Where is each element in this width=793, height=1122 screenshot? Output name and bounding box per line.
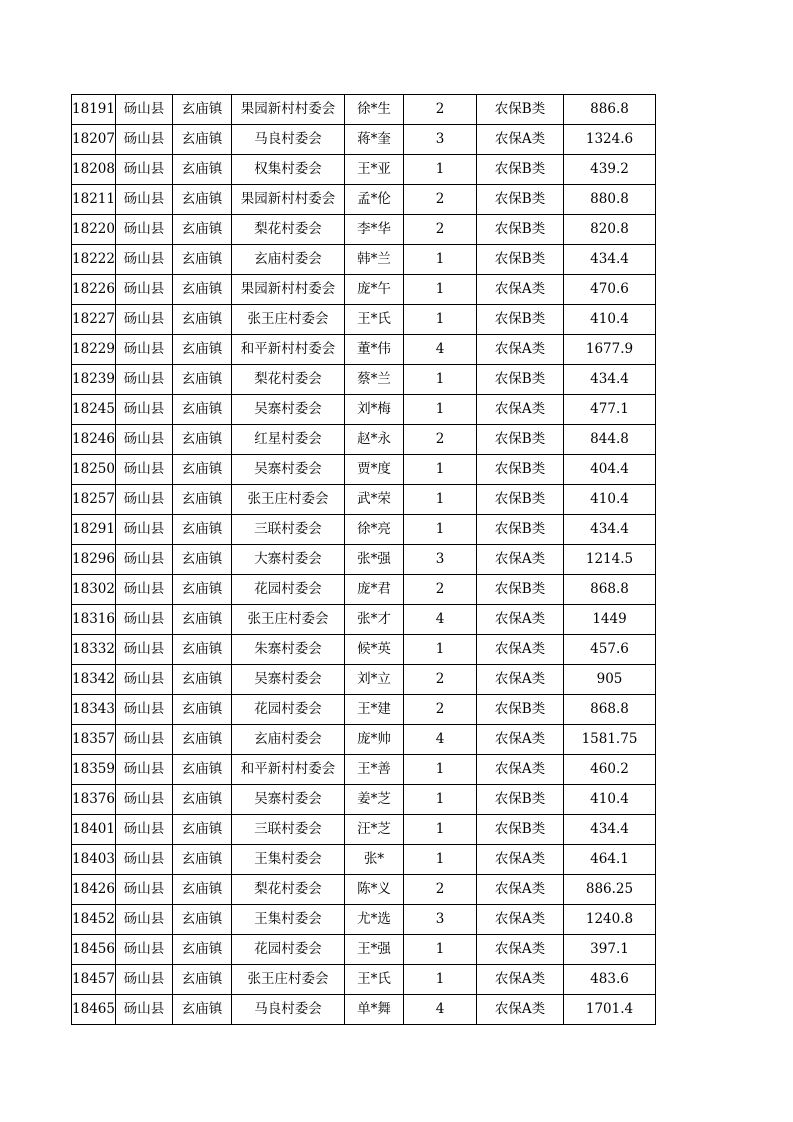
data-table (71, 94, 656, 1025)
village-committee-cell: 红星村委会 (232, 425, 345, 455)
amount-cell: 1449 (564, 605, 656, 635)
town-cell: 玄庙镇 (173, 305, 232, 335)
village-committee-cell: 三联村委会 (232, 815, 345, 845)
county-cell: 砀山县 (116, 335, 173, 365)
household-count-cell: 4 (404, 605, 477, 635)
amount-cell: 844.8 (564, 425, 656, 455)
record-id-cell: 18343 (72, 695, 116, 725)
amount-cell: 434.4 (564, 815, 656, 845)
village-committee-cell: 王集村委会 (232, 905, 345, 935)
household-count-cell: 1 (404, 935, 477, 965)
person-name-cell: 王*氏 (345, 305, 404, 335)
insurance-type-cell: 农保A类 (477, 935, 564, 965)
person-name-cell: 王*善 (345, 755, 404, 785)
table-row (72, 935, 656, 965)
record-id-cell: 18245 (72, 395, 116, 425)
person-name-cell: 姜*芝 (345, 785, 404, 815)
insurance-type-cell: 农保A类 (477, 875, 564, 905)
insurance-type-cell: 农保B类 (477, 365, 564, 395)
town-cell: 玄庙镇 (173, 575, 232, 605)
county-cell: 砀山县 (116, 95, 173, 125)
village-committee-cell: 花园村委会 (232, 575, 345, 605)
household-count-cell: 2 (404, 185, 477, 215)
amount-cell: 1677.9 (564, 335, 656, 365)
village-committee-cell: 梨花村委会 (232, 215, 345, 245)
household-count-cell: 1 (404, 275, 477, 305)
household-count-cell: 2 (404, 875, 477, 905)
person-name-cell: 董*伟 (345, 335, 404, 365)
table-row (72, 365, 656, 395)
table-row (72, 455, 656, 485)
insurance-type-cell: 农保B类 (477, 305, 564, 335)
person-name-cell: 汪*芝 (345, 815, 404, 845)
amount-cell: 1701.4 (564, 995, 656, 1025)
record-id-cell: 18239 (72, 365, 116, 395)
insurance-type-cell: 农保A类 (477, 755, 564, 785)
county-cell: 砀山县 (116, 605, 173, 635)
household-count-cell: 1 (404, 485, 477, 515)
amount-cell: 820.8 (564, 215, 656, 245)
amount-cell: 880.8 (564, 185, 656, 215)
town-cell: 玄庙镇 (173, 965, 232, 995)
town-cell: 玄庙镇 (173, 815, 232, 845)
town-cell: 玄庙镇 (173, 95, 232, 125)
village-committee-cell: 吴寨村委会 (232, 665, 345, 695)
table-row (72, 275, 656, 305)
town-cell: 玄庙镇 (173, 485, 232, 515)
county-cell: 砀山县 (116, 575, 173, 605)
table-row (72, 575, 656, 605)
household-count-cell: 4 (404, 725, 477, 755)
household-count-cell: 1 (404, 785, 477, 815)
insurance-type-cell: 农保A类 (477, 545, 564, 575)
record-id-cell: 18342 (72, 665, 116, 695)
table-row (72, 725, 656, 755)
county-cell: 砀山县 (116, 275, 173, 305)
insurance-type-cell: 农保A类 (477, 395, 564, 425)
insurance-type-cell: 农保A类 (477, 605, 564, 635)
person-name-cell: 尤*选 (345, 905, 404, 935)
county-cell: 砀山县 (116, 425, 173, 455)
county-cell: 砀山县 (116, 305, 173, 335)
insurance-type-cell: 农保B类 (477, 155, 564, 185)
table-row (72, 635, 656, 665)
household-count-cell: 1 (404, 155, 477, 185)
village-committee-cell: 张王庄村委会 (232, 485, 345, 515)
record-id-cell: 18207 (72, 125, 116, 155)
amount-cell: 1324.6 (564, 125, 656, 155)
village-committee-cell: 花园村委会 (232, 935, 345, 965)
record-id-cell: 18357 (72, 725, 116, 755)
village-committee-cell: 吴寨村委会 (232, 455, 345, 485)
amount-cell: 410.4 (564, 485, 656, 515)
village-committee-cell: 梨花村委会 (232, 365, 345, 395)
table-row (72, 995, 656, 1025)
town-cell: 玄庙镇 (173, 515, 232, 545)
table-row (72, 95, 656, 125)
household-count-cell: 1 (404, 635, 477, 665)
household-count-cell: 1 (404, 965, 477, 995)
record-id-cell: 18227 (72, 305, 116, 335)
household-count-cell: 1 (404, 395, 477, 425)
household-count-cell: 2 (404, 425, 477, 455)
amount-cell: 410.4 (564, 785, 656, 815)
insurance-type-cell: 农保B类 (477, 455, 564, 485)
town-cell: 玄庙镇 (173, 695, 232, 725)
amount-cell: 464.1 (564, 845, 656, 875)
village-committee-cell: 和平新村村委会 (232, 335, 345, 365)
table-row (72, 815, 656, 845)
person-name-cell: 孟*伦 (345, 185, 404, 215)
insurance-type-cell: 农保B类 (477, 785, 564, 815)
village-committee-cell: 马良村委会 (232, 995, 345, 1025)
table-row (72, 875, 656, 905)
table-row (72, 515, 656, 545)
amount-cell: 470.6 (564, 275, 656, 305)
insurance-type-cell: 农保B类 (477, 95, 564, 125)
county-cell: 砀山县 (116, 665, 173, 695)
insurance-type-cell: 农保B类 (477, 575, 564, 605)
town-cell: 玄庙镇 (173, 995, 232, 1025)
person-name-cell: 王*亚 (345, 155, 404, 185)
village-committee-cell: 吴寨村委会 (232, 395, 345, 425)
county-cell: 砀山县 (116, 875, 173, 905)
village-committee-cell: 马良村委会 (232, 125, 345, 155)
town-cell: 玄庙镇 (173, 155, 232, 185)
household-count-cell: 2 (404, 665, 477, 695)
town-cell: 玄庙镇 (173, 185, 232, 215)
county-cell: 砀山县 (116, 845, 173, 875)
county-cell: 砀山县 (116, 935, 173, 965)
village-committee-cell: 果园新村村委会 (232, 185, 345, 215)
insurance-type-cell: 农保B类 (477, 815, 564, 845)
table-row (72, 125, 656, 155)
household-count-cell: 2 (404, 575, 477, 605)
town-cell: 玄庙镇 (173, 215, 232, 245)
insurance-type-cell: 农保A类 (477, 845, 564, 875)
insurance-type-cell: 农保A类 (477, 125, 564, 155)
record-id-cell: 18457 (72, 965, 116, 995)
county-cell: 砀山县 (116, 965, 173, 995)
person-name-cell: 贾*度 (345, 455, 404, 485)
record-id-cell: 18401 (72, 815, 116, 845)
town-cell: 玄庙镇 (173, 935, 232, 965)
table-row (72, 335, 656, 365)
household-count-cell: 2 (404, 215, 477, 245)
record-id-cell: 18191 (72, 95, 116, 125)
insurance-type-cell: 农保A类 (477, 275, 564, 305)
person-name-cell: 庞*午 (345, 275, 404, 305)
table-row (72, 665, 656, 695)
insurance-type-cell: 农保A类 (477, 635, 564, 665)
table-row (72, 215, 656, 245)
town-cell: 玄庙镇 (173, 395, 232, 425)
person-name-cell: 张*强 (345, 545, 404, 575)
table-row (72, 395, 656, 425)
insurance-type-cell: 农保B类 (477, 425, 564, 455)
amount-cell: 483.6 (564, 965, 656, 995)
county-cell: 砀山县 (116, 455, 173, 485)
person-name-cell: 蔡*兰 (345, 365, 404, 395)
person-name-cell: 赵*永 (345, 425, 404, 455)
record-id-cell: 18222 (72, 245, 116, 275)
village-committee-cell: 果园新村村委会 (232, 95, 345, 125)
amount-cell: 404.4 (564, 455, 656, 485)
table-row (72, 305, 656, 335)
town-cell: 玄庙镇 (173, 845, 232, 875)
person-name-cell: 庞*君 (345, 575, 404, 605)
insurance-type-cell: 农保A类 (477, 335, 564, 365)
table-body (72, 95, 656, 1025)
record-id-cell: 18426 (72, 875, 116, 905)
record-id-cell: 18250 (72, 455, 116, 485)
amount-cell: 886.25 (564, 875, 656, 905)
table-row (72, 185, 656, 215)
table-row (72, 785, 656, 815)
town-cell: 玄庙镇 (173, 335, 232, 365)
village-committee-cell: 梨花村委会 (232, 875, 345, 905)
village-committee-cell: 大寨村委会 (232, 545, 345, 575)
household-count-cell: 1 (404, 245, 477, 275)
record-id-cell: 18452 (72, 905, 116, 935)
amount-cell: 905 (564, 665, 656, 695)
county-cell: 砀山县 (116, 365, 173, 395)
village-committee-cell: 和平新村村委会 (232, 755, 345, 785)
town-cell: 玄庙镇 (173, 875, 232, 905)
record-id-cell: 18403 (72, 845, 116, 875)
county-cell: 砀山县 (116, 725, 173, 755)
table-row (72, 755, 656, 785)
person-name-cell: 候*英 (345, 635, 404, 665)
person-name-cell: 韩*兰 (345, 245, 404, 275)
table-row (72, 545, 656, 575)
amount-cell: 886.8 (564, 95, 656, 125)
amount-cell: 434.4 (564, 245, 656, 275)
insurance-type-cell: 农保B类 (477, 695, 564, 725)
household-count-cell: 1 (404, 755, 477, 785)
person-name-cell: 刘*立 (345, 665, 404, 695)
county-cell: 砀山县 (116, 245, 173, 275)
insurance-type-cell: 农保B类 (477, 485, 564, 515)
village-committee-cell: 花园村委会 (232, 695, 345, 725)
county-cell: 砀山县 (116, 695, 173, 725)
household-count-cell: 1 (404, 815, 477, 845)
village-committee-cell: 朱寨村委会 (232, 635, 345, 665)
record-id-cell: 18220 (72, 215, 116, 245)
amount-cell: 1581.75 (564, 725, 656, 755)
county-cell: 砀山县 (116, 815, 173, 845)
record-id-cell: 18246 (72, 425, 116, 455)
town-cell: 玄庙镇 (173, 425, 232, 455)
village-committee-cell: 张王庄村委会 (232, 305, 345, 335)
village-committee-cell: 王集村委会 (232, 845, 345, 875)
record-id-cell: 18208 (72, 155, 116, 185)
village-committee-cell: 张王庄村委会 (232, 605, 345, 635)
record-id-cell: 18456 (72, 935, 116, 965)
household-count-cell: 4 (404, 335, 477, 365)
village-committee-cell: 玄庙村委会 (232, 245, 345, 275)
county-cell: 砀山县 (116, 395, 173, 425)
record-id-cell: 18226 (72, 275, 116, 305)
person-name-cell: 张*才 (345, 605, 404, 635)
household-count-cell: 3 (404, 545, 477, 575)
table-row (72, 245, 656, 275)
village-committee-cell: 果园新村村委会 (232, 275, 345, 305)
person-name-cell: 王*强 (345, 935, 404, 965)
record-id-cell: 18291 (72, 515, 116, 545)
table-row (72, 845, 656, 875)
town-cell: 玄庙镇 (173, 365, 232, 395)
amount-cell: 397.1 (564, 935, 656, 965)
town-cell: 玄庙镇 (173, 125, 232, 155)
insurance-type-cell: 农保B类 (477, 215, 564, 245)
town-cell: 玄庙镇 (173, 755, 232, 785)
record-id-cell: 18332 (72, 635, 116, 665)
amount-cell: 439.2 (564, 155, 656, 185)
household-count-cell: 4 (404, 995, 477, 1025)
village-committee-cell: 张王庄村委会 (232, 965, 345, 995)
person-name-cell: 单*舞 (345, 995, 404, 1025)
county-cell: 砀山县 (116, 635, 173, 665)
amount-cell: 1214.5 (564, 545, 656, 575)
county-cell: 砀山县 (116, 155, 173, 185)
table-row (72, 485, 656, 515)
person-name-cell: 李*华 (345, 215, 404, 245)
person-name-cell: 徐*亮 (345, 515, 404, 545)
village-committee-cell: 权集村委会 (232, 155, 345, 185)
record-id-cell: 18465 (72, 995, 116, 1025)
person-name-cell: 庞*帅 (345, 725, 404, 755)
county-cell: 砀山县 (116, 125, 173, 155)
town-cell: 玄庙镇 (173, 905, 232, 935)
table-row (72, 155, 656, 185)
insurance-type-cell: 农保A类 (477, 665, 564, 695)
town-cell: 玄庙镇 (173, 455, 232, 485)
table-row (72, 605, 656, 635)
person-name-cell: 张* (345, 845, 404, 875)
household-count-cell: 3 (404, 905, 477, 935)
amount-cell: 410.4 (564, 305, 656, 335)
household-count-cell: 2 (404, 695, 477, 725)
county-cell: 砀山县 (116, 995, 173, 1025)
insurance-type-cell: 农保A类 (477, 965, 564, 995)
town-cell: 玄庙镇 (173, 245, 232, 275)
county-cell: 砀山县 (116, 185, 173, 215)
household-count-cell: 1 (404, 305, 477, 335)
town-cell: 玄庙镇 (173, 605, 232, 635)
county-cell: 砀山县 (116, 485, 173, 515)
village-committee-cell: 三联村委会 (232, 515, 345, 545)
amount-cell: 434.4 (564, 515, 656, 545)
person-name-cell: 徐*生 (345, 95, 404, 125)
amount-cell: 868.8 (564, 575, 656, 605)
insurance-type-cell: 农保B类 (477, 185, 564, 215)
record-id-cell: 18229 (72, 335, 116, 365)
household-count-cell: 1 (404, 515, 477, 545)
town-cell: 玄庙镇 (173, 725, 232, 755)
record-id-cell: 18296 (72, 545, 116, 575)
record-id-cell: 18257 (72, 485, 116, 515)
household-count-cell: 1 (404, 365, 477, 395)
person-name-cell: 王*氏 (345, 965, 404, 995)
person-name-cell: 王*建 (345, 695, 404, 725)
amount-cell: 477.1 (564, 395, 656, 425)
household-count-cell: 1 (404, 845, 477, 875)
amount-cell: 1240.8 (564, 905, 656, 935)
person-name-cell: 陈*义 (345, 875, 404, 905)
record-id-cell: 18359 (72, 755, 116, 785)
person-name-cell: 刘*梅 (345, 395, 404, 425)
insurance-type-cell: 农保B类 (477, 515, 564, 545)
household-count-cell: 3 (404, 125, 477, 155)
person-name-cell: 蒋*奎 (345, 125, 404, 155)
insurance-type-cell: 农保A类 (477, 905, 564, 935)
village-committee-cell: 玄庙村委会 (232, 725, 345, 755)
county-cell: 砀山县 (116, 905, 173, 935)
amount-cell: 457.6 (564, 635, 656, 665)
town-cell: 玄庙镇 (173, 785, 232, 815)
amount-cell: 868.8 (564, 695, 656, 725)
town-cell: 玄庙镇 (173, 665, 232, 695)
county-cell: 砀山县 (116, 755, 173, 785)
insurance-type-cell: 农保B类 (477, 245, 564, 275)
village-committee-cell: 吴寨村委会 (232, 785, 345, 815)
town-cell: 玄庙镇 (173, 275, 232, 305)
amount-cell: 460.2 (564, 755, 656, 785)
record-id-cell: 18302 (72, 575, 116, 605)
insurance-type-cell: 农保A类 (477, 725, 564, 755)
table-row (72, 425, 656, 455)
town-cell: 玄庙镇 (173, 545, 232, 575)
record-id-cell: 18376 (72, 785, 116, 815)
county-cell: 砀山县 (116, 545, 173, 575)
household-count-cell: 1 (404, 455, 477, 485)
town-cell: 玄庙镇 (173, 635, 232, 665)
record-id-cell: 18211 (72, 185, 116, 215)
insurance-type-cell: 农保A类 (477, 995, 564, 1025)
county-cell: 砀山县 (116, 785, 173, 815)
household-count-cell: 2 (404, 95, 477, 125)
amount-cell: 434.4 (564, 365, 656, 395)
county-cell: 砀山县 (116, 215, 173, 245)
person-name-cell: 武*荣 (345, 485, 404, 515)
record-id-cell: 18316 (72, 605, 116, 635)
table-row (72, 695, 656, 725)
county-cell: 砀山县 (116, 515, 173, 545)
table-row (72, 905, 656, 935)
table-row (72, 965, 656, 995)
